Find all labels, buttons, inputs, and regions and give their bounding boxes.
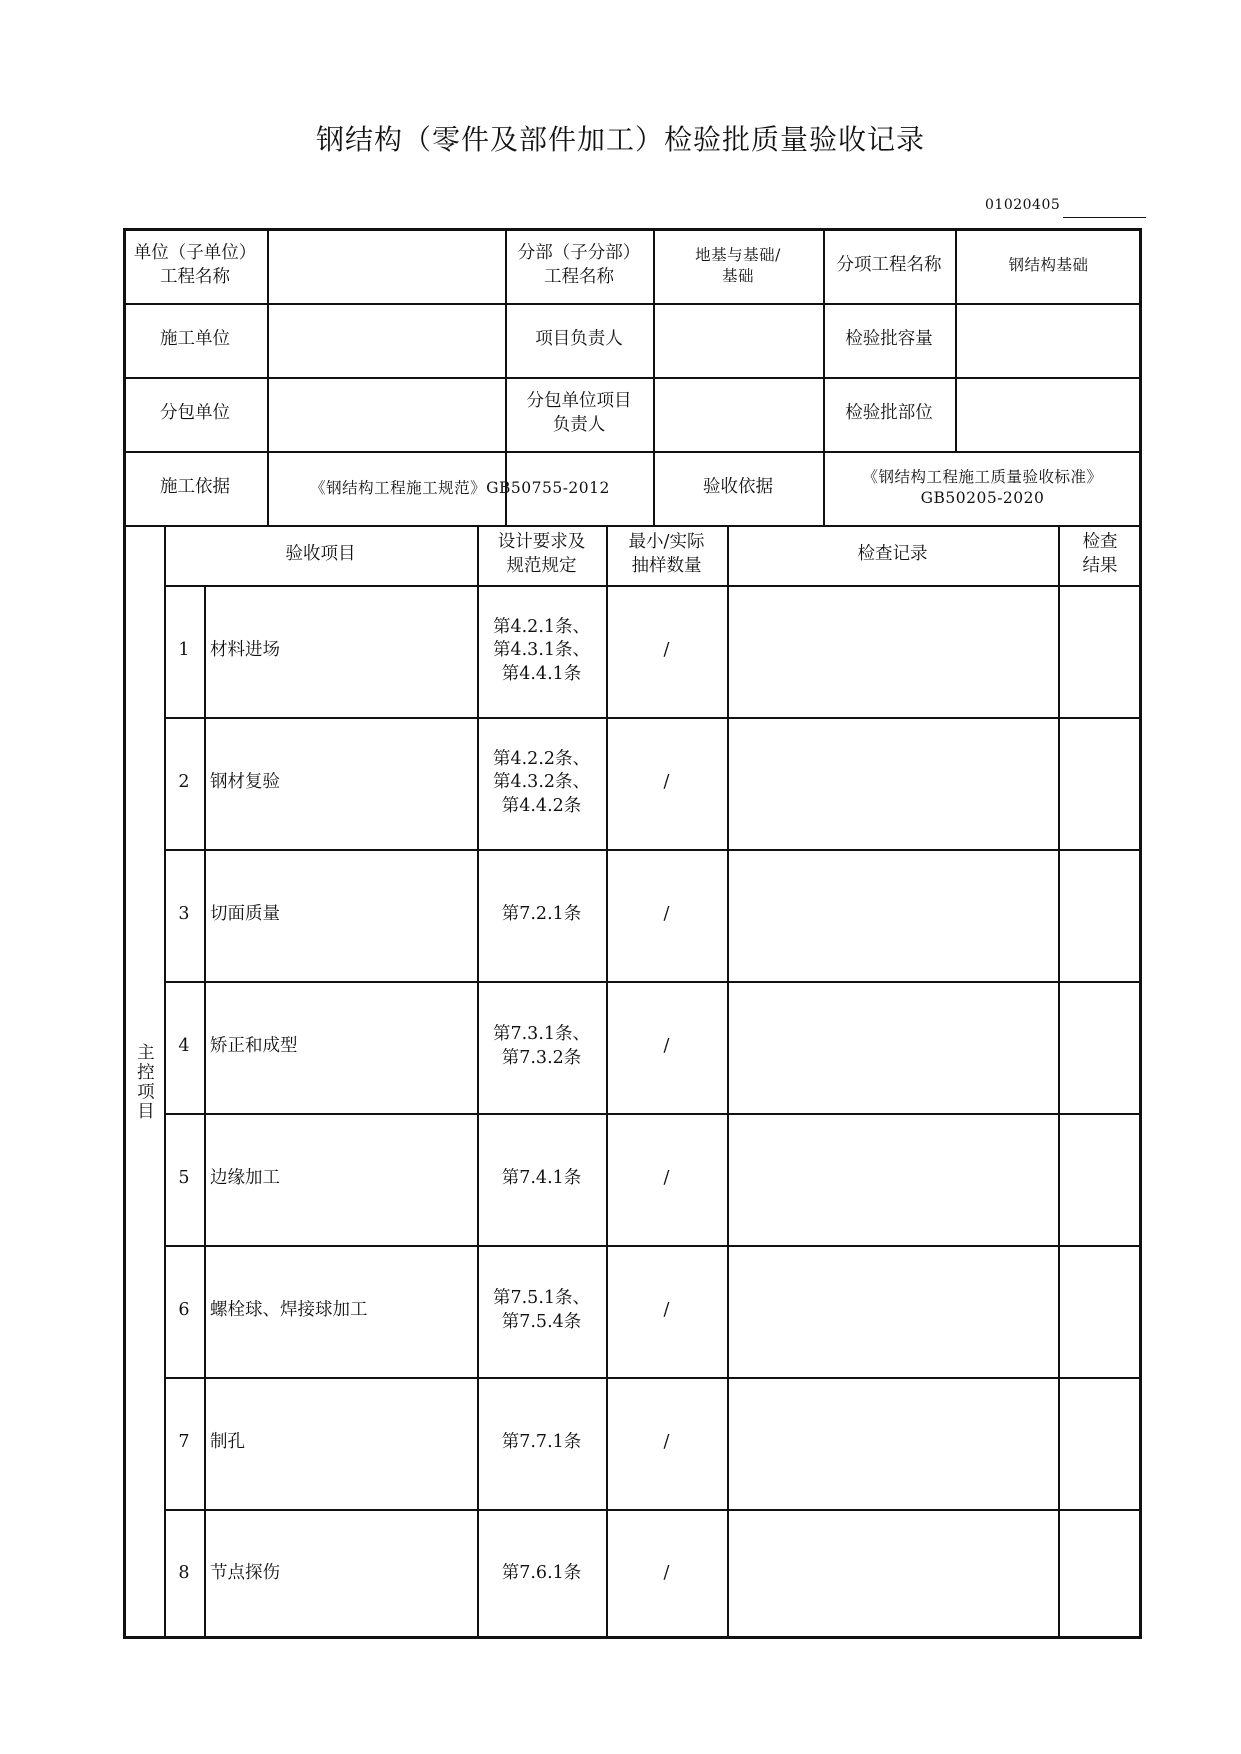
item-record[interactable] (727, 717, 1058, 849)
batch-location-value[interactable] (955, 377, 1142, 451)
item-sample[interactable]: / (663, 1036, 670, 1057)
form-code: 01020405 (985, 197, 1061, 213)
subcontractor-label: 分包单位 (160, 403, 230, 424)
project-manager-label: 项目负责人 (535, 329, 623, 350)
item-number: 8 (178, 1563, 190, 1584)
col-header-sample: 最小/实际 抽样数量 (628, 532, 705, 576)
item-number: 5 (178, 1168, 190, 1189)
item-sample[interactable]: / (663, 1168, 670, 1189)
item-name: 矫正和成型 (210, 1036, 298, 1057)
item-name: 节点探伤 (210, 1563, 280, 1584)
item-result[interactable] (1058, 849, 1142, 981)
item-spec: 第7.3.1条、 第7.3.2条 (492, 1024, 591, 1068)
col-header-record: 检查记录 (857, 544, 928, 565)
division-name-label: 分部（子分部） 工程名称 (517, 242, 641, 287)
item-number: 7 (178, 1432, 190, 1453)
contractor-value[interactable] (267, 303, 505, 377)
page-title: 钢结构（零件及部件加工）检验批质量验收记录 (315, 123, 925, 156)
item-spec: 第7.2.1条 (501, 904, 582, 925)
form-code-underline (1063, 217, 1146, 218)
item-number: 3 (178, 904, 190, 925)
col-header-design: 设计要求及 规范规定 (497, 532, 586, 576)
item-record[interactable] (727, 585, 1058, 717)
item-result[interactable] (1058, 1377, 1142, 1509)
item-result[interactable] (1058, 585, 1142, 717)
item-sample[interactable]: / (663, 640, 670, 661)
item-record[interactable] (727, 1113, 1058, 1245)
item-number: 2 (178, 772, 190, 793)
item-sample[interactable]: / (663, 1432, 670, 1453)
construction-basis-label: 施工依据 (160, 477, 230, 498)
construction-basis-value[interactable]: 《钢结构工程施工规范》GB50755-2012 (310, 478, 610, 497)
item-spec: 第4.2.2条、 第4.3.2条、 第4.4.2条 (492, 748, 591, 816)
subcontractor-value[interactable] (267, 377, 505, 451)
item-sample[interactable]: / (663, 904, 670, 925)
item-result[interactable] (1058, 1245, 1142, 1377)
item-spec: 第7.5.1条、 第7.5.4条 (492, 1288, 591, 1332)
item-sample[interactable]: / (663, 1300, 670, 1321)
item-record[interactable] (727, 1509, 1058, 1639)
project-manager-value[interactable] (653, 303, 823, 377)
item-sample[interactable]: / (663, 772, 670, 793)
item-result[interactable] (1058, 981, 1142, 1113)
item-name: 钢材复验 (210, 772, 280, 793)
item-result[interactable] (1058, 1113, 1142, 1245)
subitem-name-label: 分项工程名称 (836, 254, 942, 275)
batch-location-label: 检验批部位 (845, 403, 933, 424)
item-spec: 第7.4.1条 (501, 1168, 582, 1189)
item-name: 材料进场 (210, 640, 280, 661)
item-record[interactable] (727, 1245, 1058, 1377)
item-spec: 第4.2.1条、 第4.3.1条、 第4.4.1条 (492, 616, 591, 684)
col-header-item: 验收项目 (285, 544, 356, 565)
batch-capacity-value[interactable] (955, 303, 1142, 377)
col-header-result: 检查 结果 (1082, 532, 1118, 576)
batch-capacity-label: 检验批容量 (845, 329, 933, 350)
sub-manager-value[interactable] (653, 377, 823, 451)
item-number: 1 (178, 640, 190, 661)
item-record[interactable] (727, 981, 1058, 1113)
item-number: 4 (178, 1036, 190, 1057)
acceptance-basis-label: 验收依据 (703, 477, 773, 498)
contractor-label: 施工单位 (160, 329, 230, 350)
division-name-value[interactable]: 地基与基础/ 基础 (695, 245, 781, 285)
sub-manager-label: 分包单位项目 负责人 (526, 391, 632, 435)
item-number: 6 (178, 1300, 190, 1321)
item-sample[interactable]: / (663, 1563, 670, 1584)
item-record[interactable] (727, 849, 1058, 981)
item-result[interactable] (1058, 1509, 1142, 1639)
item-spec: 第7.7.1条 (501, 1432, 582, 1453)
subitem-name-value[interactable]: 钢结构基础 (1008, 256, 1089, 275)
item-name: 螺栓球、焊接球加工 (210, 1300, 368, 1321)
acceptance-basis-value[interactable]: 《钢结构工程施工质量验收标准》 GB50205-2020 (862, 468, 1103, 507)
section-label: 主控项目 (134, 1043, 155, 1121)
item-name: 切面质量 (210, 904, 280, 925)
item-name: 边缘加工 (210, 1168, 280, 1189)
item-spec: 第7.6.1条 (501, 1563, 582, 1584)
item-record[interactable] (727, 1377, 1058, 1509)
unit-name-label: 单位（子单位） 工程名称 (133, 242, 257, 287)
item-result[interactable] (1058, 717, 1142, 849)
unit-name-value[interactable] (267, 228, 505, 303)
item-name: 制孔 (210, 1432, 245, 1453)
